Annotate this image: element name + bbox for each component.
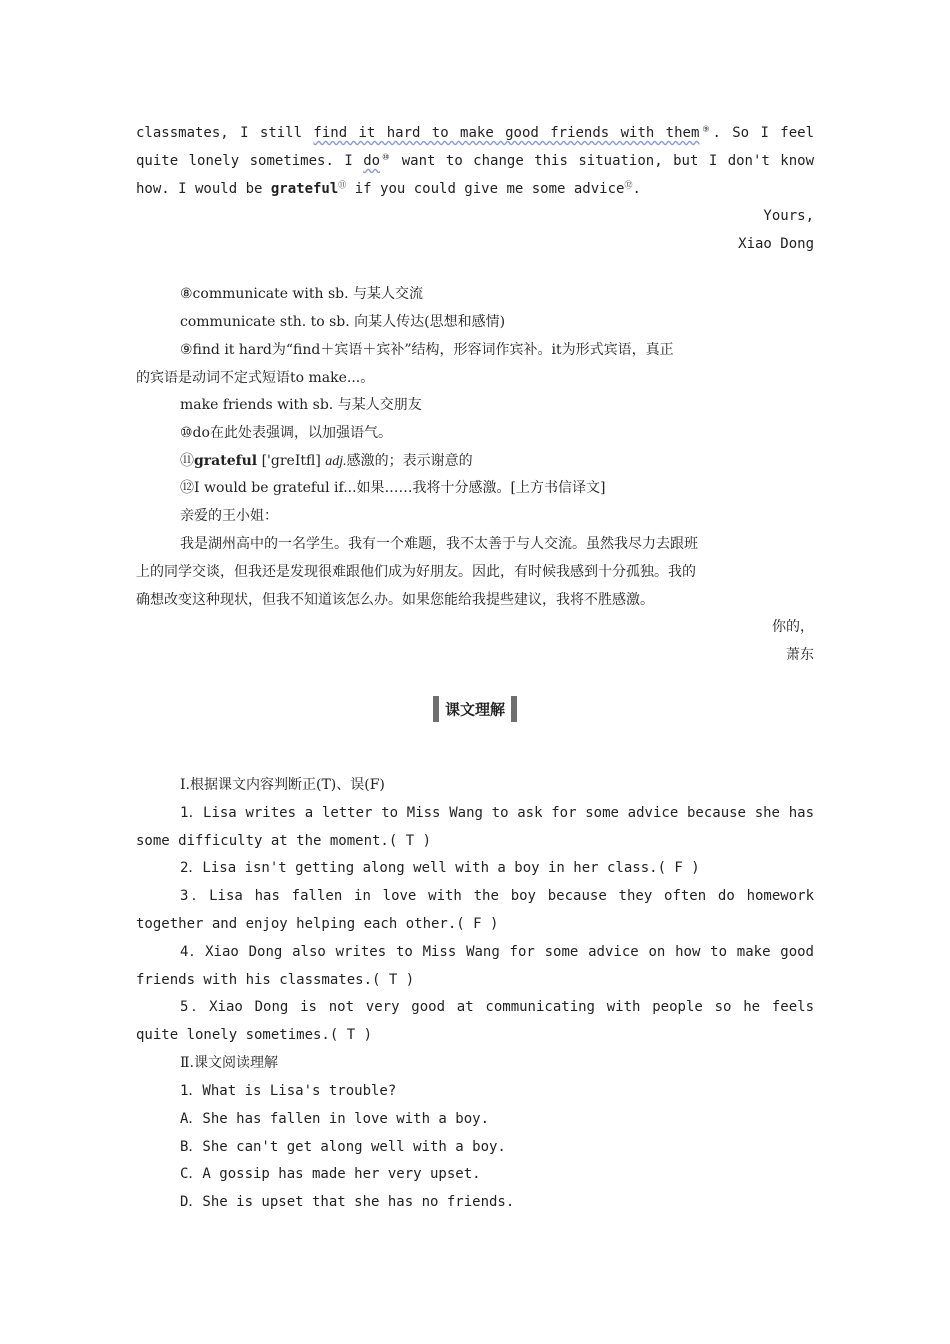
heading-bar-right [511, 696, 517, 722]
letter-line-1 [136, 123, 814, 143]
part1-title: Ⅰ.根据课文内容判断正(T)、误(F) [180, 777, 385, 793]
underlined-phrase: find it hard to make good friends with them [313, 125, 700, 141]
translation-signature: 萧东 [786, 647, 814, 663]
heading-bar-left [433, 696, 439, 722]
text-run: how. I would be [136, 181, 271, 197]
question-3-line-1: 3．Lisa has fallen in love with the boy because they often do homework [180, 888, 814, 904]
question-5-line-1: 5．Xiao Dong is not very good at communicating with people so he feels [180, 999, 814, 1015]
footnote-marker: ⑨ [699, 124, 713, 134]
option-c: C．A gossip has made her very upset. [180, 1166, 481, 1182]
question-4-line-1: 4．Xiao Dong also writes to Miss Wang for some advice on how to make good [180, 944, 814, 960]
phonetic: ['greItfl] [257, 453, 326, 469]
text-run: quite lonely sometimes. I [136, 153, 364, 169]
option-a: A．She has fallen in love with a boy. [180, 1111, 490, 1127]
definition: 感激的；表示谢意的 [346, 453, 473, 469]
note-8: ⑧communicate with sb. 与某人交流 [180, 286, 424, 302]
question-2: 2．Lisa isn't getting along well with a boy in her class.( F ) [180, 860, 700, 876]
text-run: . [632, 181, 641, 197]
note-8b: communicate sth. to sb. 向某人传达(思想和感情) [180, 314, 506, 330]
part2-title: Ⅱ.课文阅读理解 [180, 1055, 278, 1071]
translation-closing: 你的， [772, 619, 814, 635]
section-title: 课文理解 [444, 700, 505, 719]
letter-line-2 [136, 151, 814, 171]
note-11 [180, 451, 814, 472]
note-9c: make friends with sb. 与某人交朋友 [180, 397, 422, 413]
option-d: D．She is upset that she has no friends. [180, 1194, 515, 1210]
text-run: classmates, I still [136, 125, 314, 141]
letter-closing: Yours, [763, 208, 814, 224]
part2-question-1: 1．What is Lisa's trouble? [180, 1083, 397, 1099]
note-9: ⑨find it hard为“find＋宾语＋宾补”结构，形容词作宾补。it为形式宾语，真正 [180, 342, 674, 358]
underlined-word: do [363, 153, 381, 169]
option-b: B．She can't get along well with a boy. [180, 1139, 506, 1155]
question-1-line-1: 1．Lisa writes a letter to Miss Wang to ask for some advice because she has [180, 805, 814, 821]
section-heading [0, 696, 950, 722]
question-3-line-2: together and enjoy helping each other.( F ) [136, 916, 499, 932]
translation-line-2: 上的同学交谈，但我还是发现很难跟他们成为好朋友。因此，有时候我感到十分孤独。我的 [136, 564, 696, 580]
footnote-marker: ⑫ [624, 180, 633, 190]
translation-line-3: 确想改变这种现状，但我不知道该怎么办。如果您能给我提些建议，我将不胜感激。 [136, 592, 654, 608]
text-run: if you could give me some advice [346, 181, 625, 197]
bold-word: grateful [194, 453, 258, 469]
footnote-marker: ⑪ [338, 180, 347, 190]
letter-signature: Xiao Dong [738, 236, 814, 252]
footnote-marker: ⑩ [380, 152, 392, 162]
text-run: . So I feel [712, 125, 814, 141]
question-5-line-2: quite lonely sometimes.( T ) [136, 1027, 373, 1043]
note-9b: 的宾语是动词不定式短语to make...。 [136, 370, 375, 386]
question-4-line-2: friends with his classmates.( T ) [136, 972, 415, 988]
question-1-line-2: some difficulty at the moment.( T ) [136, 833, 432, 849]
bold-word: grateful [270, 181, 339, 197]
note-12: ⑫I would be grateful if...如果……我将十分感激。[上方书信译文] [180, 480, 606, 496]
text-run: want to change this situation, but I don't know [391, 153, 814, 169]
letter-line-3 [136, 179, 814, 199]
footnote-marker: ⑪ [180, 453, 194, 469]
part-of-speech: adj. [325, 454, 347, 469]
translation-line-1: 我是湖州高中的一名学生。我有一个难题，我不太善于与人交流。虽然我尽力去跟班 [180, 536, 698, 552]
translation-salutation: 亲爱的王小姐： [180, 508, 278, 524]
note-10: ⑩do在此处表强调，以加强语气。 [180, 425, 392, 441]
